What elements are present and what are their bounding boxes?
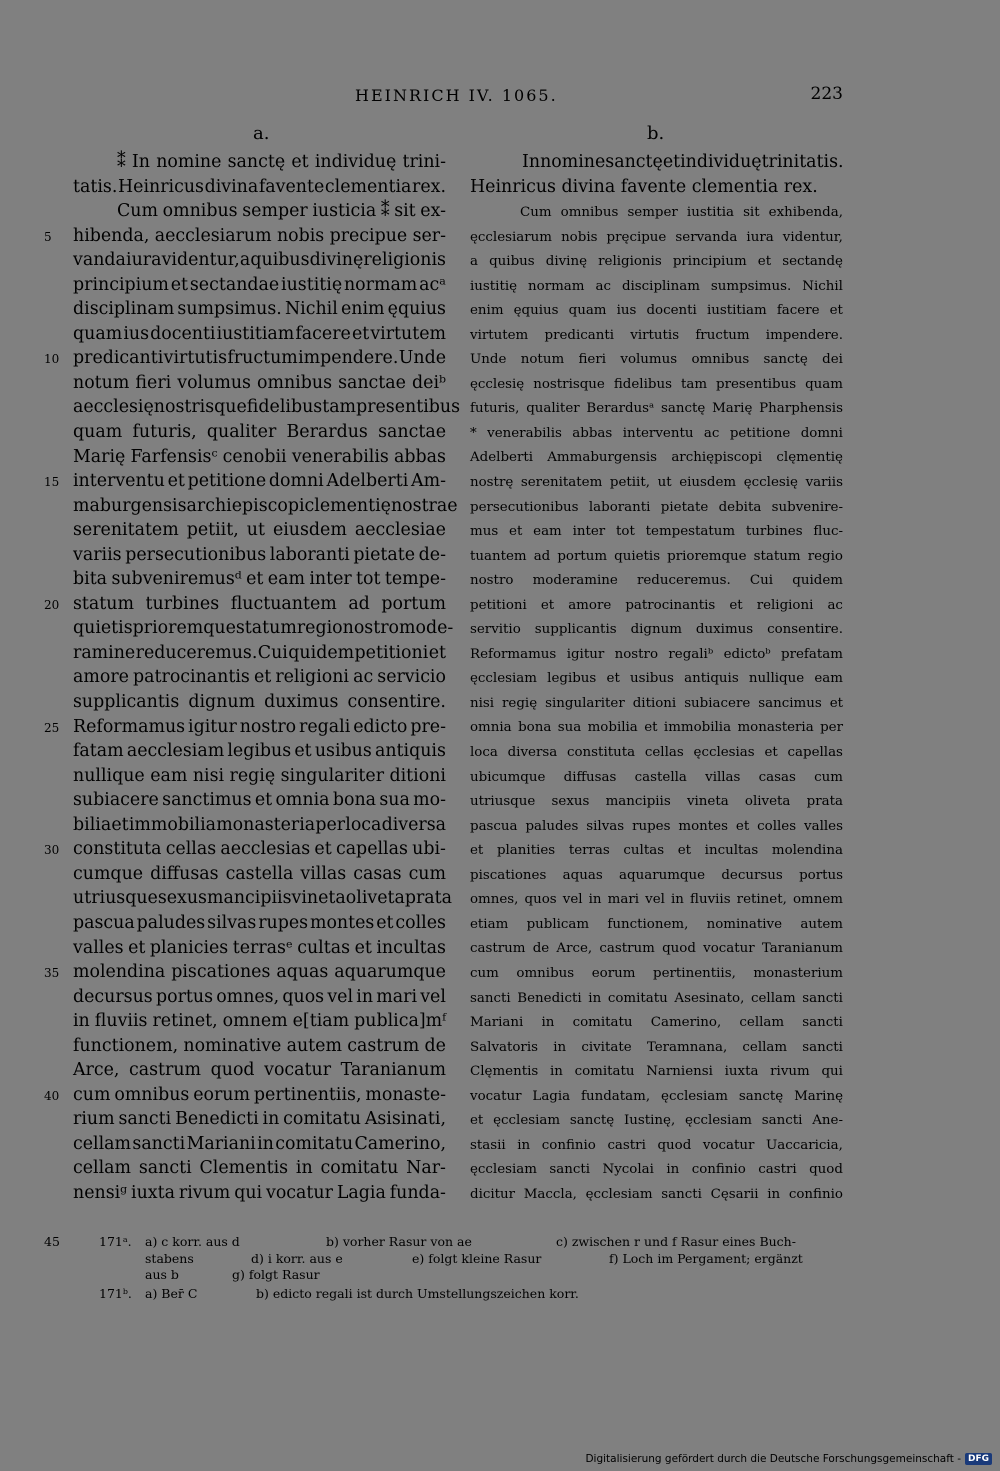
column-a-line: cum omnibus eorum pertinentiis, monaste- xyxy=(73,1084,446,1105)
column-a-line: tatis. Heinricus divina favente clementia rex. xyxy=(73,176,446,197)
footnote-a-1: a) c korr. aus d xyxy=(145,1234,240,1249)
column-b-line: etiam publicam functionem, nominative autem xyxy=(470,916,843,932)
column-a-line: vanda iura videntur, a quibus divinę religionis xyxy=(73,250,446,271)
footnote-a-7: f) Loch im Pergament; ergänzt xyxy=(609,1250,803,1266)
column-a-line: subiacere sanctimus et omnia bona sua mo- xyxy=(73,790,446,811)
column-b-line: ubicumque diffusas castella villas casas cum xyxy=(470,769,843,785)
footnote-a-9: g) folgt Rasur xyxy=(232,1267,320,1282)
column-b-text xyxy=(470,150,843,1207)
dfg-logo-icon: DFG xyxy=(965,1453,992,1465)
column-b-line: enim ęquius quam ius docenti iustitiam facere et xyxy=(470,303,843,319)
column-b-line: pascua paludes silvas rupes montes et colles valles xyxy=(470,818,843,834)
footnote-b-1: a) Ber̄ C xyxy=(145,1286,198,1301)
column-a-line: rium sancti Benedicti in comitatu Asisinati, xyxy=(73,1109,446,1130)
column-a-line: amore patrocinantis et religioni ac servicio xyxy=(73,667,446,688)
column-b-heading-line: In nomine sanctę et individuę trinitatis. xyxy=(522,152,844,172)
column-b-line: et ęcclesiam sanctę Iustinę, ęcclesiam sancti Ane- xyxy=(470,1113,843,1129)
column-b-line: ęcclesiarum nobis pręcipue servanda iura videntur, xyxy=(470,229,843,245)
footnote-label-b: 171ᵇ. xyxy=(99,1286,132,1301)
line-number: 35 xyxy=(44,966,60,981)
column-a-line: Marię Farfensisᶜ cenobii venerabilis abbas xyxy=(73,446,446,467)
column-b-line: nostrę serenitatem petiit, ut eiusdem ęcclesię variis xyxy=(470,475,843,491)
column-a-line: variis persecutionibus laboranti pietate de- xyxy=(73,544,446,565)
column-a-line: bita subveniremusᵈ et eam inter tot tempe- xyxy=(73,569,446,590)
footnote-a-5: d) i korr. aus e xyxy=(251,1250,343,1266)
column-a-line: hibenda, aecclesiarum nobis precipue ser- xyxy=(73,225,446,246)
column-a-line: nullique eam nisi regię singulariter ditioni xyxy=(73,765,446,786)
page-header xyxy=(60,86,843,110)
line-number: 40 xyxy=(44,1088,60,1103)
line-number: 10 xyxy=(44,352,60,367)
column-b-line: omnia bona sua mobilia et immobilia monasteria per xyxy=(470,720,843,736)
line-number: 20 xyxy=(44,597,60,612)
column-b-heading-line: Heinricus divina favente clementia rex. xyxy=(470,176,818,197)
column-b-line: Adelberti Ammaburgensis archiępiscopi clęmentię xyxy=(470,450,843,466)
column-a-line: utriusque sexus mancipiis vineta oliveta prata xyxy=(73,888,453,909)
column-a-line: cumque diffusas castella villas casas cum xyxy=(73,863,446,884)
line-number: 25 xyxy=(44,720,60,735)
column-b-line: nisi regię singulariter ditioni subiacere sancimus et xyxy=(470,695,843,711)
column-b-line: persecutionibus laboranti pietate debita subvenire- xyxy=(470,499,843,515)
footnote-a-6: e) folgt kleine Rasur xyxy=(412,1250,542,1266)
column-a-line: Arce, castrum quod vocatur Taranianum xyxy=(73,1060,446,1081)
column-a-line: cellam sancti Clementis in comitatu Nar- xyxy=(73,1158,446,1179)
column-a-line: pascua paludes silvas rupes montes et colles xyxy=(73,912,446,933)
column-a-line: quam ius docenti iustitiam facere et virtutem xyxy=(73,323,446,344)
column-a-line: disciplinam sumpsimus. Nichil enim ęquius xyxy=(73,299,446,320)
digitization-footer xyxy=(585,1453,992,1465)
line-number: 5 xyxy=(44,229,52,244)
column-b-line: * venerabilis abbas interventu ac petitione domni xyxy=(470,425,843,441)
running-head: HEINRICH IV. 1065. xyxy=(355,86,558,105)
footnote-label-a: 171ᵃ. xyxy=(99,1234,132,1249)
column-b-line: utriusque sexus mancipiis vineta oliveta prata xyxy=(470,794,843,810)
column-b-line: Salvatoris in civitate Teramnana, cellam sancti xyxy=(470,1039,843,1055)
column-b-line: futuris, qualiter Berardusᵃ sanctę Marię Pharphensis xyxy=(470,401,843,417)
column-b-line: virtutem predicanti virtutis fructum impendere. xyxy=(470,327,843,343)
column-a-line: ⁑ In nomine sanctę et individuę trini- xyxy=(117,152,446,172)
page-number: 223 xyxy=(810,84,843,104)
column-a-line: statum turbines fluctuantem ad portum xyxy=(73,593,446,614)
column-b-line: sancti Benedicti in comitatu Asesinato, cellam sancti xyxy=(470,990,843,1006)
column-b-line: dicitur Maccla, ęcclesiam sancti Cęsarii in confinio xyxy=(470,1186,843,1202)
footnote-b-2: b) edicto regali ist durch Umstellungszeichen korr. xyxy=(256,1286,579,1301)
column-b-line: ęcclesiam legibus et usibus antiquis nullique eam xyxy=(470,671,843,687)
column-b-line: cum omnibus eorum pertinentiis, monasterium xyxy=(470,965,843,981)
column-b-line: et planities terras cultas et incultas molendina xyxy=(470,843,843,859)
column-a-line: serenitatem petiit, ut eiusdem aecclesiae xyxy=(73,520,446,541)
column-a-line: nensiᵍ iuxta rivum qui vocatur Lagia funda- xyxy=(73,1182,446,1203)
column-b-line: servitio supplicantis dignum duximus consentire. xyxy=(470,622,843,638)
footnote-a-3: c) zwischen r und f Rasur eines Buch- xyxy=(556,1234,796,1249)
column-a-line: Cum omnibus semper iusticia ⁑ sit ex- xyxy=(117,201,446,222)
column-a-line: in fluviis retinet, omnem e[tiam publica]mᶠ xyxy=(73,1011,446,1032)
column-a-line: quietis prioremque statum regio nostro mode- xyxy=(73,618,454,639)
column-b-line: Reformamus igitur nostro regaliᵇ edictoᵇ prefatam xyxy=(470,646,843,662)
column-b-line: Cum omnibus semper iustitia sit exhibenda, xyxy=(520,205,843,220)
column-b-label: b. xyxy=(647,123,665,144)
column-b-line: vocatur Lagia fundatam, ęcclesiam sanctę Marinę xyxy=(470,1088,843,1104)
column-a-line: maburgensis archiepiscopi clementię nostrae xyxy=(73,495,458,516)
footnote-a-8: aus b xyxy=(145,1267,179,1282)
column-a-line: predicanti virtutis fructum impendere. Unde xyxy=(73,348,446,369)
column-b-line: castrum de Arce, castrum quod vocatur Taranianum xyxy=(470,941,843,957)
column-b-line: piscationes aquas aquarumque decursus portus xyxy=(470,867,843,883)
column-a-text xyxy=(73,150,461,1206)
column-b-line: loca diversa constituta cellas ęcclesias et capellas xyxy=(470,745,843,761)
column-a-label: a. xyxy=(253,123,270,144)
column-b-line: mus et eam inter tot tempestatum turbines fluc- xyxy=(470,524,843,540)
column-a-line: notum fieri volumus omnibus sanctae deiᵇ xyxy=(73,372,446,393)
column-a-line: fatam aecclesiam legibus et usibus antiquis xyxy=(73,741,446,762)
column-b-line: ęcclesię nostrisque fidelibus tam presentibus quam xyxy=(470,376,843,392)
column-a-line: aecclesię nostrisque fidelibus tam presentibus xyxy=(73,397,461,418)
column-b-line: tuantem ad portum quietis prioremque statum regio xyxy=(470,548,843,564)
column-a-line: supplicantis dignum duximus consentire. xyxy=(73,692,446,713)
footnote-margin-number: 45 xyxy=(44,1234,60,1249)
column-a-line: principium et sectandae iustitię normam acᵃ xyxy=(73,274,446,295)
column-b-line: stasii in confinio castri quod vocatur Uaccaricia, xyxy=(470,1137,843,1153)
column-a-line: constituta cellas aecclesias et capellas ubi- xyxy=(73,839,446,860)
column-b-line: a quibus divinę religionis principium et sectandę xyxy=(470,254,843,270)
column-a-line: Reformamus igitur nostro regali edicto pre- xyxy=(73,716,446,737)
column-a-line: quam futuris, qualiter Berardus sanctae xyxy=(73,422,446,443)
column-a-line: molendina piscationes aquas aquarumque xyxy=(73,962,446,983)
column-a-line: interventu et petitione domni Adelberti Am- xyxy=(73,471,446,492)
footer-text: Digitalisierung gefördert durch die Deutsche Forschungsgemeinschaft - xyxy=(585,1453,961,1465)
column-a-line: decursus portus omnes, quos vel in mari vel xyxy=(73,986,446,1007)
column-b-line: petitioni et amore patrocinantis et religioni ac xyxy=(470,597,843,613)
column-b-line: nostro moderamine reduceremus. Cui quidem xyxy=(470,573,843,589)
footnote-a-4: stabens xyxy=(145,1250,194,1266)
column-a-line: ramine reduceremus. Cui quidem petitioni et xyxy=(73,642,446,663)
column-b-line: Mariani in comitatu Camerino, cellam sancti xyxy=(470,1015,843,1031)
column-b-line: Unde notum fieri volumus omnibus sanctę dei xyxy=(470,352,843,368)
column-a-line: cellam sancti Mariani in comitatu Camerino, xyxy=(73,1133,446,1154)
column-a-line: functionem, nominative autem castrum de xyxy=(73,1035,446,1056)
column-b-line: Clęmentis in comitatu Narniensi iuxta rivum qui xyxy=(470,1064,843,1080)
column-a-line: bilia et immobilia monasteria per loca diversa xyxy=(73,814,446,835)
column-b-line: ęcclesiam sancti Nycolai in confinio castri quod xyxy=(470,1162,843,1178)
column-b-line: iustitię normam ac disciplinam sumpsimus. Nichil xyxy=(470,278,843,294)
line-number: 15 xyxy=(44,475,60,490)
line-number: 30 xyxy=(44,843,60,858)
column-a-line: valles et planicies terrasᵉ cultas et incultas xyxy=(73,937,446,958)
column-b-line: omnes, quos vel in mari vel in fluviis retinet, omnem xyxy=(470,892,843,908)
footnote-a-2: b) vorher Rasur von ae xyxy=(326,1234,472,1249)
